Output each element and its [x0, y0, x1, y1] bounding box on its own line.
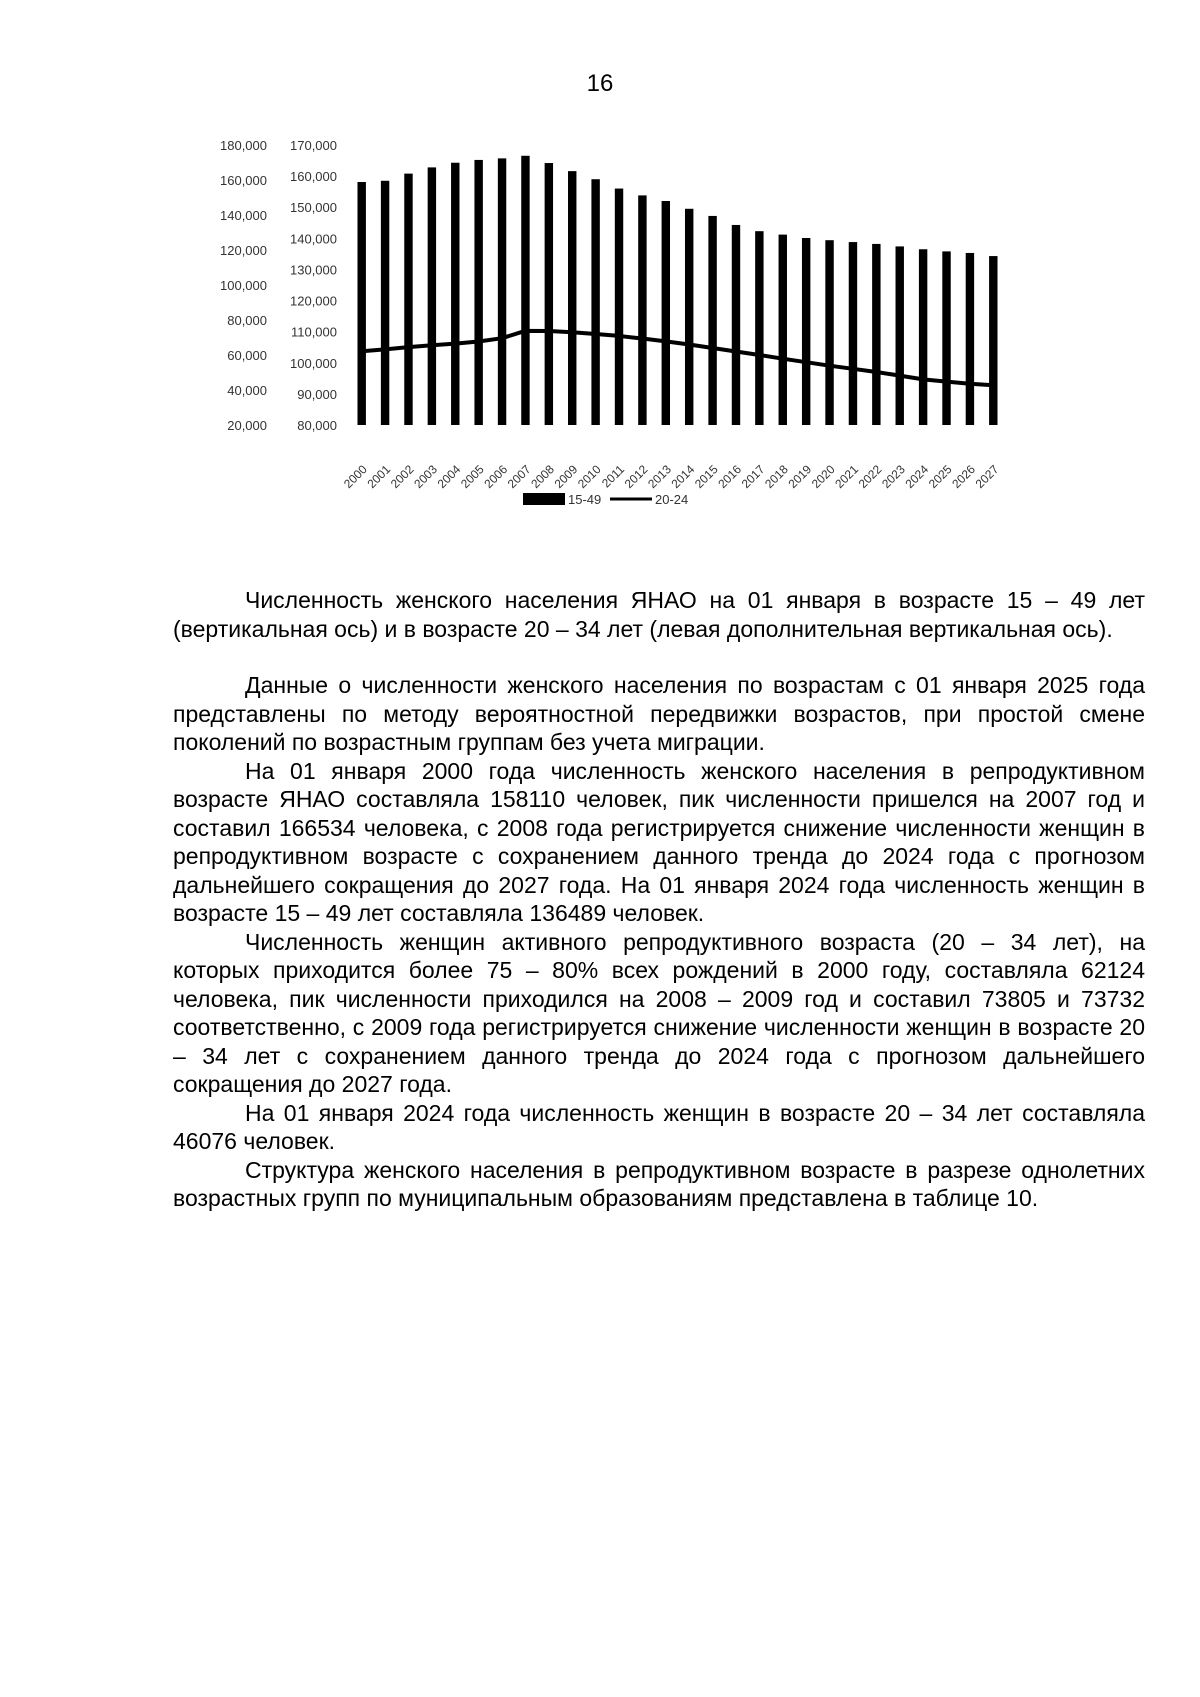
- left-axis-tick: 100,000: [220, 278, 267, 293]
- x-axis-tick: 2017: [738, 462, 768, 492]
- x-axis-tick: 2004: [434, 462, 464, 492]
- left-axis-tick: 160,000: [220, 173, 267, 188]
- x-axis-tick: 2024: [902, 462, 932, 492]
- bar-15-49: [849, 242, 857, 425]
- x-axis-tick: 2007: [504, 462, 534, 492]
- x-axis-tick: 2010: [574, 462, 604, 492]
- left-axis-tick: 60,000: [227, 348, 267, 363]
- x-axis-tick: 2003: [411, 462, 441, 492]
- chart-caption: Численность женского населения ЯНАО на 01 января в возрасте 15 – 49 лет (вертикальная ось) и в возрасте 20 – 34 лет (левая дополнительная вертикальная ось).: [173, 587, 1145, 642]
- bar-15-49: [545, 163, 553, 425]
- x-axis-tick: 2009: [551, 462, 581, 492]
- x-axis-tick: 2025: [925, 462, 955, 492]
- bar-15-49: [685, 209, 693, 425]
- paragraph-table-reference: Структура женского населения в репродуктивном возрасте в разрезе однолетних возрастных групп по муниципальным образованиям представлена в таблице 10.: [173, 1156, 1145, 1211]
- x-axis-tick: 2027: [972, 462, 1002, 492]
- x-axis-tick: 2008: [528, 462, 557, 492]
- primary-axis-tick: 90,000: [297, 386, 337, 402]
- bar-15-49: [357, 182, 365, 425]
- legend-label-15-49: 15-49: [568, 492, 602, 507]
- bar-15-49: [498, 158, 506, 425]
- primary-axis-tick: 160,000: [290, 169, 337, 185]
- bar-15-49: [381, 181, 389, 425]
- primary-axis-tick: 130,000: [290, 262, 337, 278]
- bar-15-49: [732, 225, 740, 425]
- bar-15-49: [708, 216, 716, 425]
- x-axis-tick: 2018: [762, 462, 791, 492]
- bar-15-49: [451, 163, 459, 425]
- bar-15-49: [404, 174, 412, 425]
- left-axis-tick: 180,000: [220, 140, 267, 153]
- primary-axis-tick: 170,000: [290, 140, 337, 153]
- bar-15-49: [802, 238, 810, 425]
- x-axis-tick: 2000: [341, 462, 370, 492]
- x-axis-tick: 2026: [949, 462, 979, 492]
- bar-15-49: [638, 195, 646, 425]
- x-axis-tick: 2002: [387, 462, 417, 492]
- primary-axis-tick: 120,000: [290, 293, 337, 309]
- bar-15-49: [966, 253, 974, 425]
- bar-15-49: [779, 235, 787, 425]
- bar-15-49: [919, 249, 927, 425]
- bar-15-49: [474, 160, 482, 425]
- x-axis-tick: 2016: [715, 462, 745, 492]
- left-axis-tick: 20,000: [227, 418, 267, 433]
- bar-15-49: [662, 201, 670, 425]
- left-axis-tick: 140,000: [220, 208, 267, 223]
- x-axis-tick: 2013: [645, 462, 674, 492]
- bar-15-49: [755, 231, 763, 425]
- left-axis-tick: 80,000: [227, 313, 267, 328]
- legend-swatch-15-49: [523, 493, 565, 505]
- bar-15-49: [568, 171, 576, 425]
- x-axis-tick: 2021: [832, 462, 862, 492]
- primary-axis-tick: 80,000: [297, 418, 337, 433]
- body-text: [173, 586, 1145, 1213]
- paragraph-reproductive-age: На 01 января 2000 года численность женского населения в репродуктивном возрасте ЯНАО составляла 158110 человек, пик численности пришелся на 2007 год и составил 166534 человека, с 2008 года регистрируется снижение численности женщин в репродуктивном возрасте с сохранением данного тренда до 2024 года с прогнозом дальнейшего сокращения до 2027 года. На 01 января 2024 года численность женщин в возрасте 15 – 49 лет составляла 136489 человек.: [173, 757, 1145, 926]
- population-chart-svg: [205, 140, 1105, 560]
- x-axis-tick: 2019: [785, 462, 815, 492]
- primary-axis-tick: 150,000: [290, 200, 337, 216]
- legend-label-20-24: 20-24: [655, 492, 689, 507]
- bar-15-49: [989, 256, 997, 425]
- x-axis-tick: 2006: [481, 462, 511, 492]
- left-axis-tick: 120,000: [220, 243, 267, 258]
- paragraph-method: Данные о численности женского населения по возрастам с 01 января 2025 года представлены по методу вероятностной передвижки возрастов, при простой смене поколений по возрастным группам без учета миграции.: [173, 672, 1145, 755]
- bar-15-49: [825, 240, 833, 425]
- bar-15-49: [521, 156, 529, 425]
- x-axis-tick: 2015: [691, 462, 721, 492]
- population-chart: [205, 140, 1105, 560]
- x-axis-tick: 2023: [879, 462, 908, 492]
- x-axis-tick: 2001: [364, 462, 394, 492]
- bar-15-49: [615, 189, 623, 425]
- page-number: 16: [586, 70, 614, 97]
- primary-axis-tick: 110,000: [290, 324, 337, 340]
- bar-15-49: [428, 167, 436, 425]
- x-axis-tick: 2011: [598, 462, 628, 491]
- x-axis-tick: 2012: [621, 462, 651, 492]
- left-axis-tick: 40,000: [227, 383, 267, 398]
- x-axis-tick: 2014: [668, 462, 698, 492]
- x-axis-tick: 2005: [457, 462, 487, 492]
- x-axis-tick: 2022: [855, 462, 885, 492]
- bar-15-49: [942, 251, 950, 425]
- paragraph-2024-count: На 01 января 2024 года численность женщин в возрасте 20 – 34 лет составляла 46076 человек.: [173, 1099, 1145, 1154]
- bar-15-49: [591, 179, 599, 425]
- bar-15-49: [872, 244, 880, 425]
- x-axis-tick: 2020: [808, 462, 838, 492]
- bar-15-49: [896, 246, 904, 425]
- primary-axis-tick: 140,000: [290, 231, 337, 247]
- paragraph-active-reproductive-age: Численность женщин активного репродуктивного возраста (20 – 34 лет), на которых приходится более 75 – 80% всех рождений в 2000 году, составляла 62124 человека, пик численности приходился на 2008 – 2009 год и составил 73805 и 73732 соответственно, с 2009 года регистрируется снижение численности женщин в возрасте 20 – 34 лет с сохранением данного тренда до 2024 года с прогнозом дальнейшего сокращения до 2027 года.: [173, 928, 1145, 1097]
- primary-axis-tick: 100,000: [290, 355, 337, 371]
